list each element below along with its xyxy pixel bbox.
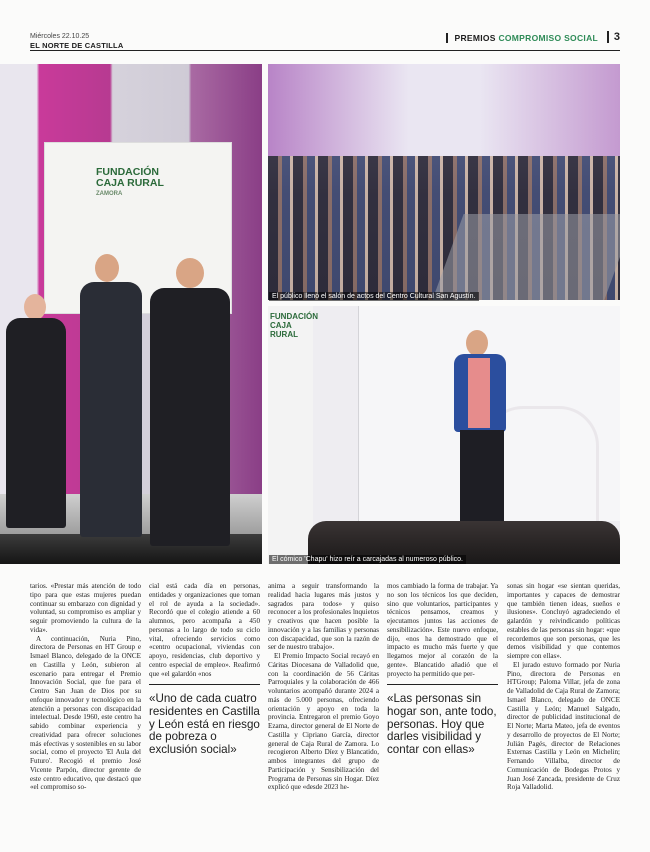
paragraph: El Premio Impacto Social recayó en Cáritas Diocesana de Valladolid que, con la coordinación de 56 Cáritas Parroquiales y la colaboración de 466 voluntarios acompañó durante 2024 a más de 5.000 personas, ofreciendo orientación y apoyo en toda la provincia. Entregaron el premio Goyo Ezama, director general de El Norte de Castilla y Cipriano García, director general de Caja Rural de Zamora. Lo recogieron Alberto Díez y Blancatido, ambos integrantes del grupo de Participación y Sensibilización del Programa de Personas sin Hogar. Díez explicó que «desde 2023 he-	[268, 652, 379, 792]
person-2-head	[95, 254, 119, 282]
photo-comedian	[268, 306, 620, 564]
sponsor-logo-sub: ZAMORA	[96, 191, 123, 197]
article-column-5	[507, 582, 620, 792]
issue-date: Miércoles 22.10.25	[30, 33, 90, 40]
publication-name: EL NORTE DE CASTILLA	[30, 41, 124, 50]
page-number: 3	[607, 31, 620, 43]
paragraph: mos cambiado la forma de trabajar. Ya no son los técnicos los que deciden, sino que voluntarios, participantes y técnicos pensamos, creamos y ejecutamos juntos las acciones de sensibilización». Este nuevo enfoque, dijo, «nos ha demostrado que el impacto es mucho más fuerte y que llegamos mejor al corazón de la gente». Blancatido añadió que el proyecto ha permitido que per-	[387, 582, 498, 678]
pull-quote-1: «Uno de cada cuatro residentes en Castilla y León está en riesgo de pobreza o exclusión social»	[149, 684, 260, 757]
caption-comedian: El cómico 'Chapu' hizo reír a carcajadas al numeroso público.	[269, 555, 466, 564]
comedian-trousers	[460, 430, 504, 530]
header-rule	[30, 50, 620, 51]
person-3-head	[176, 258, 204, 288]
hall-aisle	[432, 214, 620, 300]
paragraph: anima a seguir transformando la realidad hacia lugares más justos y sagrados para todos» y quiso reconocer a los profesionales lnquietos y creativos que hacen posible la innovación y a las familias y personas con discapacidad, que son la razón de ser de nuestro trabajo».	[268, 582, 379, 652]
lectern	[268, 306, 318, 564]
paragraph: sonas sin hogar «se sientan queridas, importantes y capaces de demostrar que también tienen ideas, sueños e ilusiones». Concluyó agradeciendo el galardón y reivindicando políticas estables de las personas sin hogar: «que recordemos que son personas, que les demos visibilidad y que contemos siempre con ellas».	[507, 582, 620, 660]
pull-quote-2: «Las personas sin hogar son, ante todo, personas. Hoy que darles visibilidad y contar con ellas»	[387, 684, 498, 757]
photo-awardees	[0, 64, 262, 564]
sponsor-logo	[96, 167, 176, 200]
sponsor-logo-text: FUNDACIÓN CAJA RURAL	[96, 166, 164, 189]
paragraph: A continuación, Nuria Pino, directora de Personas en HT Group e Ismael Blanco, delegado de la ONCE en Castilla y León, subieron al escenario para entregar el Premio Innovación Social, que fue para el Centro San Juan de Dios por su enfoque innovador y tecnológico en la atención a personas con discapacidad intelectual. Desde 1960, este centro ha sabido combinar experiencia y creatividad para ofrecer soluciones más efectivas y sostenibles en su labor social, como el proyecto 'El Aula del Futuro'. Recogió el premio José Vicente Parpón, director gerente de este centro educativo, que destacó que «el compromiso so-	[30, 634, 141, 792]
article-column-2	[149, 582, 260, 757]
hall-wall	[268, 64, 620, 156]
article-column-3	[268, 582, 379, 792]
person-1-head	[24, 294, 46, 320]
person-1	[6, 318, 66, 528]
lectern-logo: FUNDACIÓN CAJA RURAL	[270, 312, 318, 339]
photo-audience	[268, 64, 620, 300]
person-3	[150, 288, 230, 546]
comedian-head	[466, 330, 488, 356]
paragraph: cial está cada día en personas, entidades y organizaciones que toman el rol de ayuda a la sociedad». Recordó que el colegio atiende a 60 alumnos, pero acompaña a 450 personas a lo largo de todo su ciclo vital, ofreciendo servicios como «centro ocupacional, viviendas con apoyo, residencias, club deportivo y centro especial de empleo». Reafirmó que «el galardón «nos	[149, 582, 260, 678]
section-label	[446, 33, 598, 43]
article-column-4	[387, 582, 498, 757]
section-highlight: COMPROMISO SOCIAL	[498, 33, 598, 43]
caption-audience: El público llenó el salón de actos del Centro Cultural San Agustín.	[269, 292, 479, 301]
comedian-shirt	[468, 358, 490, 428]
paragraph: tarios. «Prestar más atención de todo tipo para que estas mujeres puedan continuar su embarazo con dignidad y voluntad, su compromiso es ampliar y seguir promoviendo la cultura de la vida».	[30, 582, 141, 634]
section-prefix: PREMIOS	[454, 33, 496, 43]
person-2	[80, 282, 142, 537]
article-column-1	[30, 582, 141, 792]
paragraph: El jurado estuvo formado por Nuria Pino, directora de Personas en HTGroup; Paloma Villar, jefa de zona de Valladolid de Caja Rural de Zamora; Ismael Blanco, delegado de ONCE Castilla y León; Manuel Salgado, director de publicidad institucional de El Norte; Marta Mateo, jefa de eventos y desarrollo de proyectos de El Norte; Julián Pagés, director de Relaciones Externas Castilla y León en Michelin; Fernando Villalba, director de Comunicación de Bodegas Protos y Juan José Zancada, presidente de Cruz Roja Valladolid.	[507, 660, 620, 792]
